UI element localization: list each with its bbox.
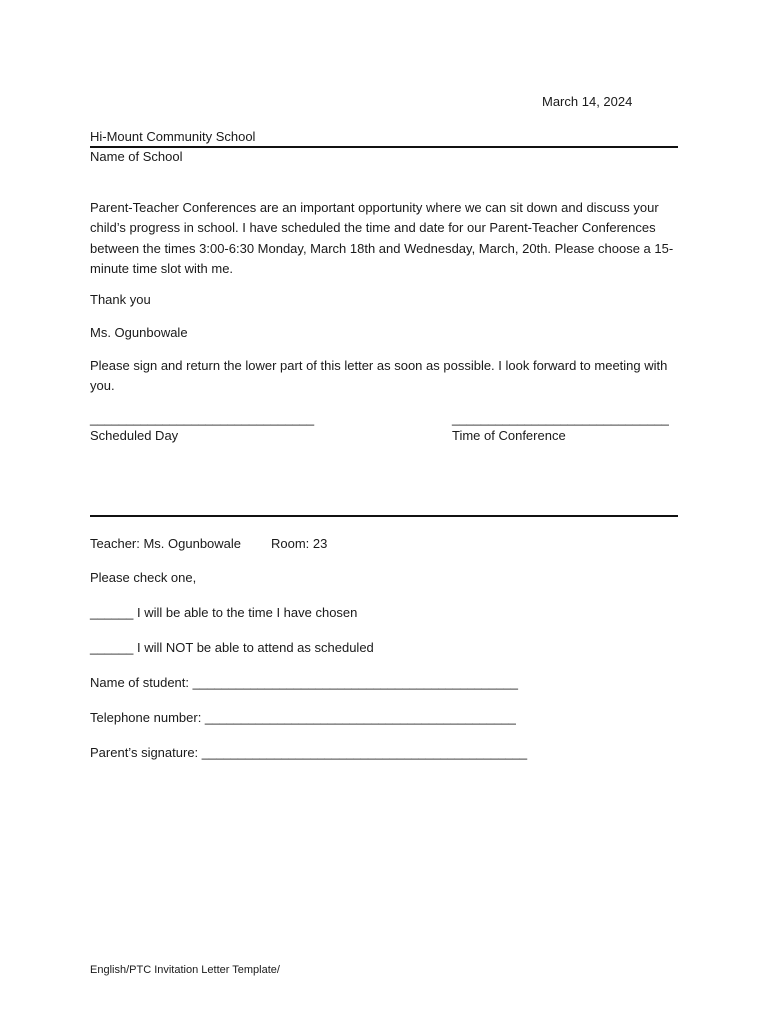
teacher-line: Teacher: Ms. Ogunbowale — [90, 536, 242, 551]
scheduled-day-blank: _______________________________ — [90, 411, 315, 426]
school-name: Hi-Mount Community School — [90, 129, 256, 144]
tear-off-divider — [90, 515, 678, 517]
option-able-to-attend: ______ I will be able to the time I have chosen — [90, 605, 358, 620]
letter-body: Parent-Teacher Conferences are an important opportunity where we can sit down and discuss your child’s progress in school. I have scheduled the time and date for our Parent-Teacher Conferences between the times 3:00-6:30 Monday, March 18th and Wednesday, March, 20th. Please choose a 15-minute time slot with me. — [90, 200, 674, 276]
conference-time-blank: ______________________________ — [452, 411, 669, 426]
check-prompt: Please check one, — [90, 570, 197, 585]
student-name-field: Name of student: _____________________________________________ — [90, 675, 518, 690]
letter-signoff: Ms. Ogunbowale — [90, 325, 188, 340]
parent-signature-field: Parent’s signature: _____________________________________________ — [90, 745, 528, 760]
room-line: Room: 23 — [271, 536, 328, 551]
letter-request: Please sign and return the lower part of this letter as soon as possible. I look forward to meeting with you. — [90, 358, 668, 394]
letter-date: March 14, 2024 — [542, 94, 633, 109]
scheduled-day-caption: Scheduled Day — [90, 428, 179, 443]
letter-thanks: Thank you — [90, 292, 151, 307]
telephone-field: Telephone number: ___________________________________________ — [90, 710, 516, 725]
page-footer: English/PTC Invitation Letter Template/ — [90, 964, 280, 976]
school-name-caption: Name of School — [90, 149, 183, 164]
option-not-able-to-attend: ______ I will NOT be able to attend as scheduled — [90, 640, 374, 655]
school-name-rule — [90, 146, 678, 148]
conference-time-caption: Time of Conference — [452, 428, 566, 443]
